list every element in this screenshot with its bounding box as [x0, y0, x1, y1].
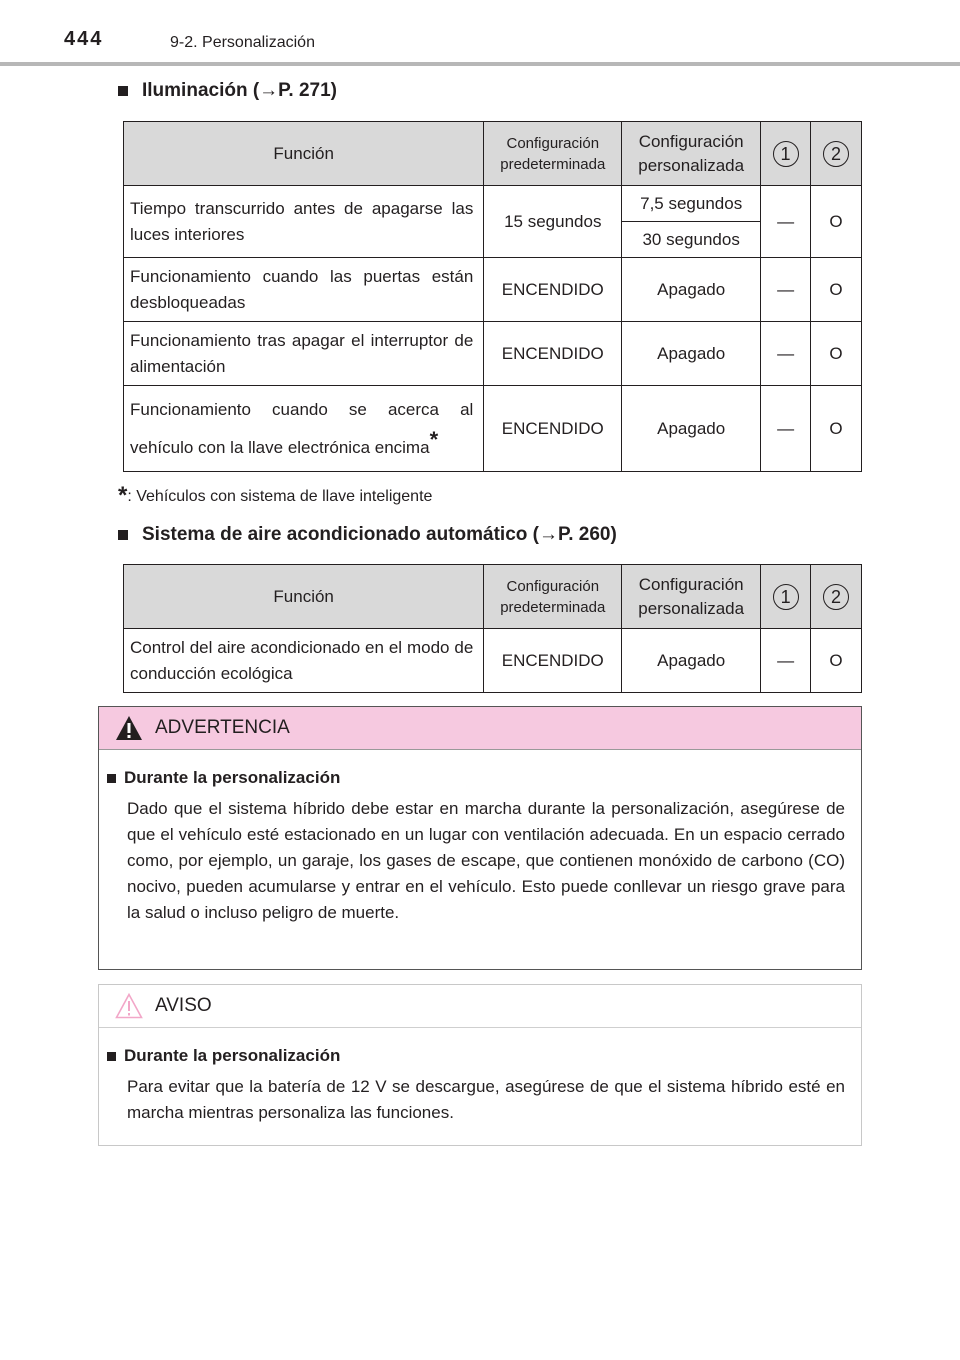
- section-title: 9-2. Personalización: [170, 34, 315, 51]
- notice-body: [99, 1028, 861, 1126]
- notice-text: Para evitar que la batería de 12 V se descargue, asegúrese de que el sistema híbrido esté en marcha mientras personaliza las funciones.: [127, 1077, 845, 1122]
- cell-custom: Apagado: [622, 322, 761, 386]
- circled-two-icon: 2: [823, 141, 849, 167]
- notice-title: AVISO: [155, 995, 212, 1016]
- footnote: [118, 482, 432, 510]
- warning-bullet-text: Durante la personalización: [124, 768, 341, 787]
- cell-custom-b: 30 segundos: [622, 222, 761, 258]
- warning-triangle-icon: [115, 715, 143, 741]
- cell-default: 15 segundos: [484, 186, 622, 258]
- cell-c1: —: [761, 386, 811, 472]
- cell-c1: —: [761, 186, 811, 258]
- cell-custom: Apagado: [622, 629, 761, 693]
- square-bullet-icon: [118, 530, 128, 540]
- heading-text: Iluminación (→P. 271): [142, 80, 337, 101]
- col-header-2: [811, 122, 862, 186]
- cell-default: ENCENDIDO: [484, 386, 622, 472]
- page-number: 444: [64, 28, 104, 50]
- heading-iluminacion: [118, 80, 337, 102]
- square-bullet-icon: [118, 86, 128, 96]
- cell-c1: —: [761, 629, 811, 693]
- cell-default: ENCENDIDO: [484, 322, 622, 386]
- table-header-row: [124, 122, 862, 186]
- cell-c2: O: [811, 386, 862, 472]
- page-header: [0, 0, 960, 68]
- cell-c2: O: [811, 186, 862, 258]
- table-iluminacion: [123, 121, 862, 472]
- col-header-1: [761, 122, 811, 186]
- warning-title: ADVERTENCIA: [155, 717, 290, 738]
- footnote-text: : Vehículos con sistema de llave inteligente: [127, 488, 433, 505]
- cell-function-text: Funcionamiento cuando se acerca al vehículo con la llave electrónica encima: [130, 400, 474, 457]
- table-row: [124, 629, 862, 693]
- warning-box: [98, 706, 862, 970]
- cell-custom-a: 7,5 segundos: [622, 186, 761, 222]
- col-header-custom: Configuración personalizada: [622, 565, 761, 629]
- footnote-mark: *: [429, 426, 439, 452]
- warning-text: Dado que el sistema híbrido debe estar en marcha durante la personalización, asegúrese de que el vehículo esté estacionado en un lugar con ventilación adecuada. En un espacio cerrado como, por ejemplo, un garaje, los gases de escape, que contienen monóxido de carbono (CO) nocivo, pueden acumularse y entrar en el vehículo. Esto puede conllevar un riesgo grave para la salud o incluso peligro de muerte.: [127, 799, 845, 922]
- col-header-funcion: Función: [124, 565, 484, 629]
- square-bullet-icon: [107, 774, 116, 783]
- cell-function: Tiempo transcurrido antes de apagarse las luces interiores: [124, 186, 484, 258]
- cell-custom: Apagado: [622, 386, 761, 472]
- cell-c1: —: [761, 258, 811, 322]
- footnote-star: *: [118, 482, 128, 509]
- circled-two-icon: 2: [823, 584, 849, 610]
- table-row: [124, 186, 862, 222]
- table-header-row: [124, 565, 862, 629]
- cell-c2: O: [811, 322, 862, 386]
- col-header-funcion: Función: [124, 122, 484, 186]
- notice-header: [99, 985, 861, 1028]
- heading-text: Sistema de aire acondicionado automático (→P. 260): [142, 524, 617, 545]
- caution-triangle-icon: [115, 993, 143, 1019]
- circled-one-icon: 1: [773, 141, 799, 167]
- table-row: [124, 258, 862, 322]
- header-divider: [0, 62, 960, 66]
- cell-default: ENCENDIDO: [484, 258, 622, 322]
- table-row: [124, 322, 862, 386]
- notice-bullet: [107, 1046, 845, 1066]
- cell-function: Funcionamiento tras apagar el interruptor de alimentación: [124, 322, 484, 386]
- warning-bullet: [107, 768, 845, 788]
- cell-c2: O: [811, 629, 862, 693]
- warning-header: [99, 707, 861, 750]
- col-header-1: [761, 565, 811, 629]
- cell-c1: —: [761, 322, 811, 386]
- warning-body: [99, 750, 861, 926]
- col-header-2: [811, 565, 862, 629]
- col-header-default: Configuración predeterminada: [484, 565, 622, 629]
- table-aire-acondicionado: [123, 564, 862, 693]
- cell-function: Control del aire acondicionado en el modo de conducción ecológica: [124, 629, 484, 693]
- cell-custom: Apagado: [622, 258, 761, 322]
- heading-aire-acondicionado: [118, 524, 617, 546]
- cell-function: Funcionamiento cuando las puertas están desbloqueadas: [124, 258, 484, 322]
- square-bullet-icon: [107, 1052, 116, 1061]
- cell-function: [124, 386, 484, 472]
- notice-box: [98, 984, 862, 1146]
- table-row: [124, 386, 862, 472]
- cell-c2: O: [811, 258, 862, 322]
- circled-one-icon: 1: [773, 584, 799, 610]
- col-header-custom: Configuración personalizada: [622, 122, 761, 186]
- notice-bullet-text: Durante la personalización: [124, 1046, 341, 1065]
- cell-default: ENCENDIDO: [484, 629, 622, 693]
- col-header-default: Configuración predeterminada: [484, 122, 622, 186]
